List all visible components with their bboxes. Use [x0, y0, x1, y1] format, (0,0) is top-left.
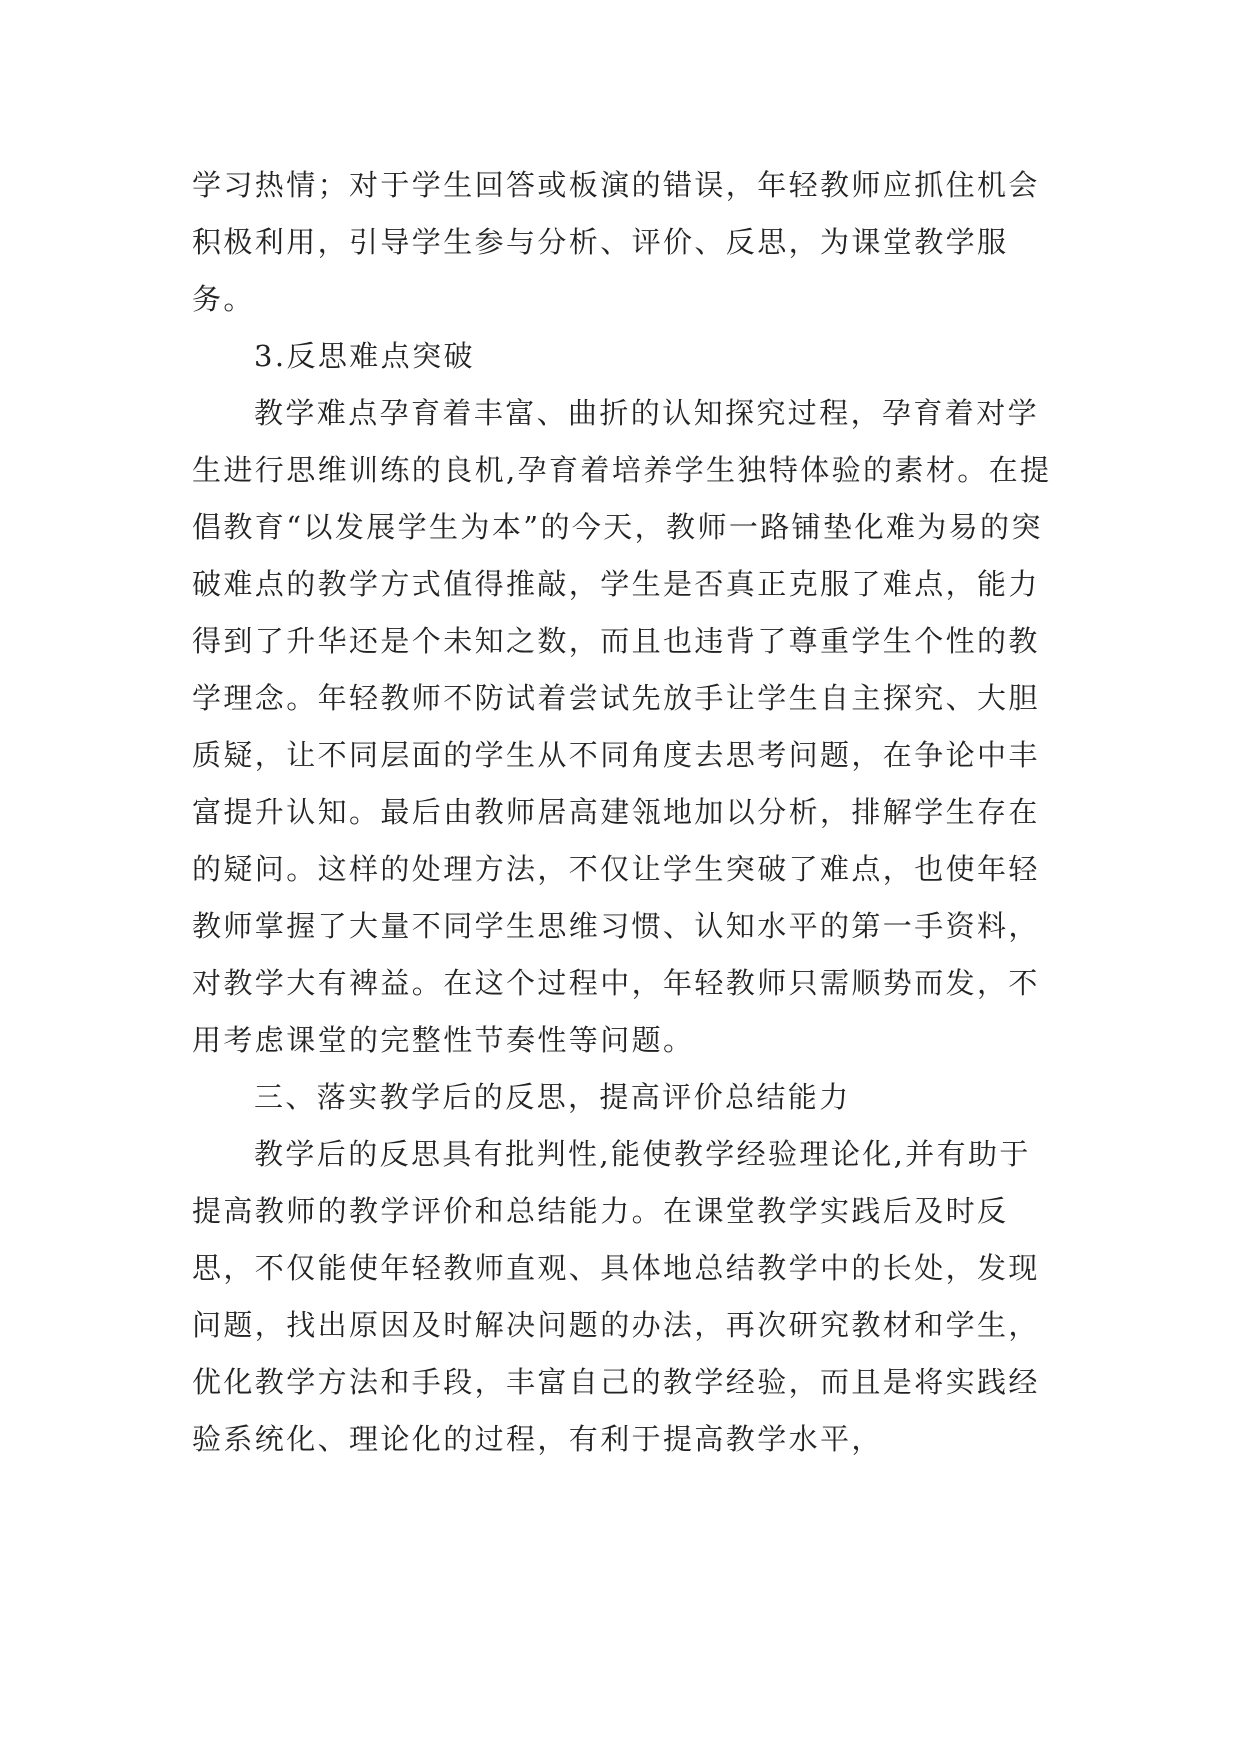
paragraph-post-teaching-reflection: 教学后的反思具有批判性,能使教学经验理论化,并有助于提高教师的教学评价和总结能力。在课堂教学实践后及时反思，不仅能使年轻教师直观、具体地总结教学中的长处，发现问题，找出原因及时解决问题的办法，再次研究教材和学生，优化教学方法和手段，丰富自己的教学经验，而且是将实践经验系统化、理论化的过程，有利于提高教学水平， — [192, 1137, 1040, 1456]
paragraph-difficulty-breakthrough: 教学难点孕育着丰富、曲折的认知探究过程，孕育着对学生进行思维训练的良机,孕育着培养学生独特体验的素材。在提倡教育“以发展学生为本”的今天，教师一路铺垫化难为易的突破难点的教学方式值得推敲，学生是否真正克服了难点，能力得到了升华还是个未知之数，而且也违背了尊重学生个性的教学理念。年轻教师不防试着尝试先放手让学生自主探究、大胆质疑，让不同层面的学生从不同角度去思考问题，在争论中丰富提升认知。最后由教师居高建瓴地加以分析，排解学生存在的疑问。这样的处理方法，不仅让学生突破了难点，也使年轻教师掌握了大量不同学生思维习惯、认知水平的第一手资料，对教学大有裨益。在这个过程中，年轻教师只需顺势而发，不用考虑课堂的完整性节奏性等问题。 — [192, 396, 1052, 1057]
paragraph-continuation: 学习热情；对于学生回答或板演的错误，年轻教师应抓住机会积极利用，引导学生参与分析、评价、反思，为课堂教学服务。 — [192, 168, 1040, 316]
section-heading-post-teaching-reflection: 三、落实教学后的反思，提高评价总结能力 — [254, 1080, 851, 1114]
document-body — [192, 157, 1062, 1468]
subheading-reflect-difficulty: 3.反思难点突破 — [254, 339, 475, 373]
